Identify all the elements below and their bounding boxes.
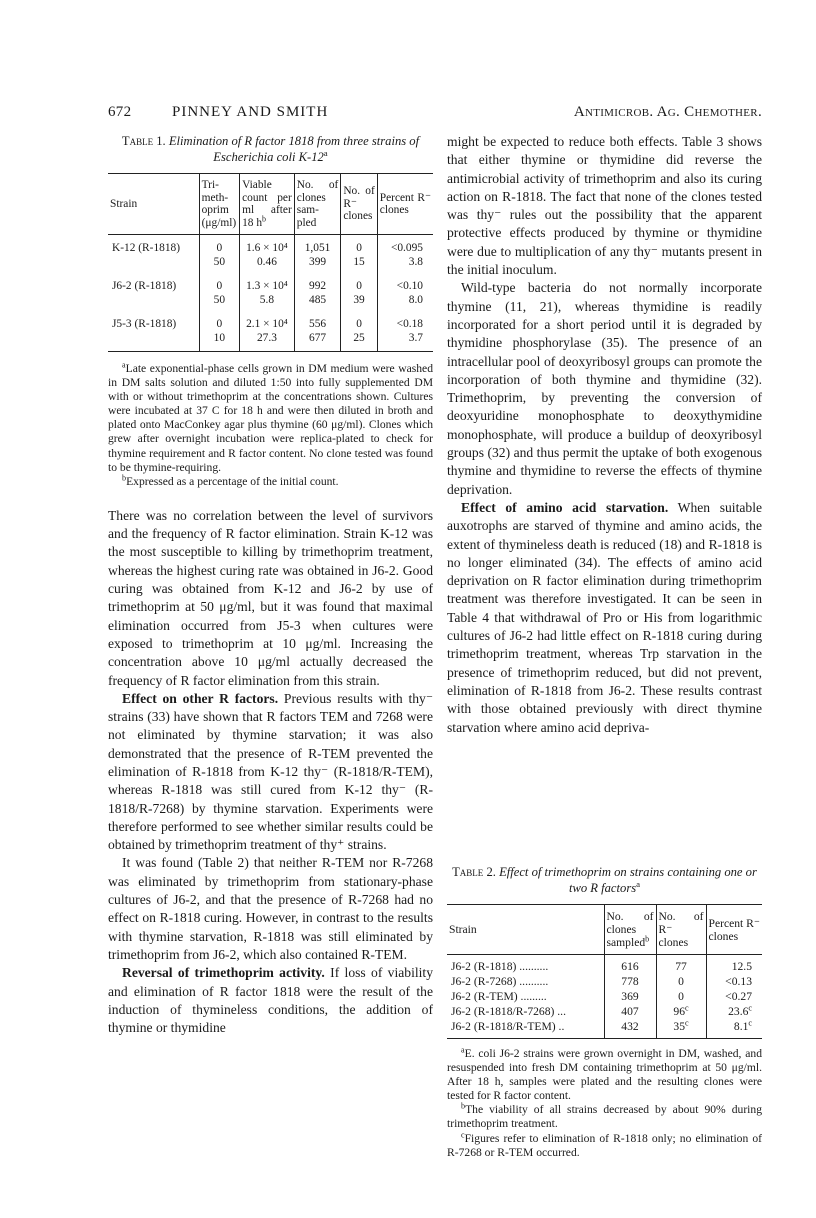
table2-title: Effect of trimethoprim on strains containing one or two R factors [499, 865, 757, 895]
table1-col-percent: Percent R⁻ clones [377, 174, 433, 235]
table1-footnote-a: $^a$Late exponential-phase cells grown in DM medium were washed in DM salts solution and diluted 1:50 into fully supplemented DM with or without trimethoprim at the concentrations shown. Cultures were incubated at 37 C for 18 h and were then diluted in broth and plated onto MacConkey agar plus thymine (60 μg/ml). Clones which grew after overnight incubation were replica-plated to check for thymine requirement and R factor content. No clone tested was found to be thymine-requiring. [108, 360, 433, 474]
running-header [108, 104, 762, 124]
right-paragraph-2: Wild-type bacteria do not normally incorporate thymine (11, 21), whereas thymidine is readily incorporated for a short period until it is degraded by thymidine phosphorylase (35). The presence of an intracellular pool of deoxyribosyl groups can promote the incorporation of both thymine and thymidine (32). Trimethoprim, by preventing the conversion of deoxyuridine monophosphate to deoxythymidine monophosphate, will produce a buildup of deoxyribosyl groups (32) and thus permit the uptake of both exogenous thymine and thymidine to reverse the effects of thymine deprivation. [447, 280, 762, 497]
table-row: 50 5.8 485 39 8.0 [108, 293, 433, 307]
table1-col-sampled: No. of clones sam-pled [294, 174, 341, 235]
table1-col-viable: Viable count per ml after 18 $h^b$ [240, 174, 295, 235]
table1-title: Elimination of R factor 1818 from three strains of Escherichia coli K-12 [168, 134, 420, 164]
left-paragraph-2: Effect on other R factors. Previous results with thy⁻ strains (33) have shown that R factors TEM and 7268 were not eliminated by thymine starvation; it was also demonstrated that the presence of R-TEM prevented the elimination of R-1818 from K-12 thy⁻ (R-1818/R-TEM), whereas R-1818 was still cured from K-12 thy⁻ (R-1818/R-7268) by thymine starvation. Experiments were therefore performed to see whether similar results could be obtained by trimethoprim treatment of thy⁺ strains. [108, 690, 433, 853]
table2-title-sup: a [636, 879, 641, 890]
table2 [447, 904, 762, 1039]
table-row: J6-2 (R-1818) .......... 616 77 12.5 [447, 955, 762, 975]
table1-col-trimethoprim: Tri-meth-oprim (μg/ml) [199, 174, 239, 235]
table1-label: Table 1. [121, 134, 166, 148]
table1-title-sup: a [323, 148, 328, 159]
running-journal: Antimicrob. Ag. Chemother. [573, 104, 762, 120]
table-row: K-12 (R-1818) 0 1.6 × 10⁴ 1,051 0 <0.095 [108, 235, 433, 256]
table1-footnote-b: $^b$Expressed as a percentage of the initial count. [122, 473, 339, 488]
table2-footnote-a: $^a$E. coli J6-2 strains were grown overnight in DM, washed, and resuspended into fresh DM containing trimethoprim at 50 μg/ml. After 18 h, samples were plated and the resulting clones were tested for R factor content. [447, 1045, 762, 1103]
table2-col-rclones: No. of R⁻ clones [656, 905, 706, 955]
table2-label: Table 2. [452, 865, 496, 879]
table1-caption [108, 133, 433, 165]
table2-col-percent: Percent R⁻ clones [706, 905, 762, 955]
table-row: J6-2 (R-1818) 0 1.3 × 10⁴ 992 0 <0.10 [108, 279, 433, 293]
table-row: J6-2 (R-TEM) ......... 369 0 <0.27 [447, 989, 762, 1004]
table1-header-row [108, 174, 433, 235]
left-paragraph-4: Reversal of trimethoprim activity. If loss of viability and elimination of R factor 1818 were the result of the induction of thymineless conditions, the addition of thymine or thymidine [108, 965, 433, 1036]
table2-block [447, 864, 762, 1160]
table-row: J6-2 (R-1818/R-TEM) .. 432 35$^c$ 8.1$^c$ [447, 1019, 762, 1039]
left-paragraph-1: There was no correlation between the level of survivors and the frequency of R factor elimination. Strain K-12 was the most susceptible to killing by trimethoprim treatment, whereas the highest curing rate was obtained in J6-2. Good curing was obtained from K-12 and J6-2 by use of trimethoprim at 50 μg/ml, but it was found that maximal elimination occurred from J5-3 when cultures were exposed to trimethoprim at 10 μg/ml. Increasing the concentration above 10 μg/ml actually decreased the frequency of R factor elimination from this strain. [108, 507, 433, 688]
right-column [447, 133, 762, 737]
table-row: 50 0.46 399 15 3.8 [108, 255, 433, 269]
table1-col-rclones: No. of R⁻ clones [341, 174, 377, 235]
right-paragraph-1: might be expected to reduce both effects. Table 3 shows that either thymine or thymidine did reverse the antimicrobial activity of trimethoprim and also its curing action on R-1818. The fact that none of the clones tested was thy⁻ rules out the possibility that the apparent protective effects produced by thymine or thymidine were due to multiplication of any thy⁻ mutants present in the initial inoculum. [447, 134, 762, 278]
table2-footnote-c: $^c$Figures refer to elimination of R-1818 only; no elimination of R-7268 or R-TEM occurred. [447, 1130, 762, 1159]
table-row: J6-2 (R-1818/R-7268) ... 407 96$^c$ 23.6$^c$ [447, 1004, 762, 1019]
page-number: 672 [108, 104, 132, 120]
table-row: 10 27.3 677 25 3.7 [108, 331, 433, 352]
table2-col-strain: Strain [447, 905, 604, 955]
table2-caption [447, 864, 762, 896]
right-paragraph-3: Effect of amino acid starvation. When suitable auxotrophs are starved of thymine and amino acids, the extent of thymineless death is reduced (18) and R-1818 is no longer eliminated (34). The effects of amino acid deprivation on R factor elimination during trimethoprim treatment was therefore investigated. It can be seen in Table 4 that withdrawal of Pro or His from logarithmic cultures of J6-2 had little effect on R-1818 curing during trimethoprim treatment, whereas Trp starvation in the presence of trimethoprim reduced, but did not prevent, elimination of R-1818 from J6-2. These results contrast with those obtained previously with direct thymine starvation where amino acid depriva- [447, 499, 763, 735]
table-row: J6-2 (R-7268) .......... 778 0 <0.13 [447, 974, 762, 989]
left-column [108, 133, 433, 1037]
table2-footnote-b: $^b$The viability of all strains decreased by about 90% during trimethoprim treatment. [447, 1101, 762, 1131]
table-row: J5-3 (R-1818) 0 2.1 × 10⁴ 556 0 <0.18 [108, 317, 433, 331]
table2-col-sampled: No. of clones sampled$^b$ [604, 905, 656, 955]
left-paragraph-3: It was found (Table 2) that neither R-TEM nor R-7268 was eliminated by trimethoprim from stationary-phase cultures of J6-2, and that the presence of R-7268 had no effect on R-1818 curing. However, in contrast to the results with thymine starvation, R-1818 was still eliminated by trimethoprim from J6-2, which also contained R-TEM. [108, 855, 433, 962]
table2-header-row [447, 905, 762, 955]
table1 [108, 173, 433, 352]
table1-col-strain: Strain [108, 174, 199, 235]
running-authors: PINNEY AND SMITH [172, 104, 329, 120]
